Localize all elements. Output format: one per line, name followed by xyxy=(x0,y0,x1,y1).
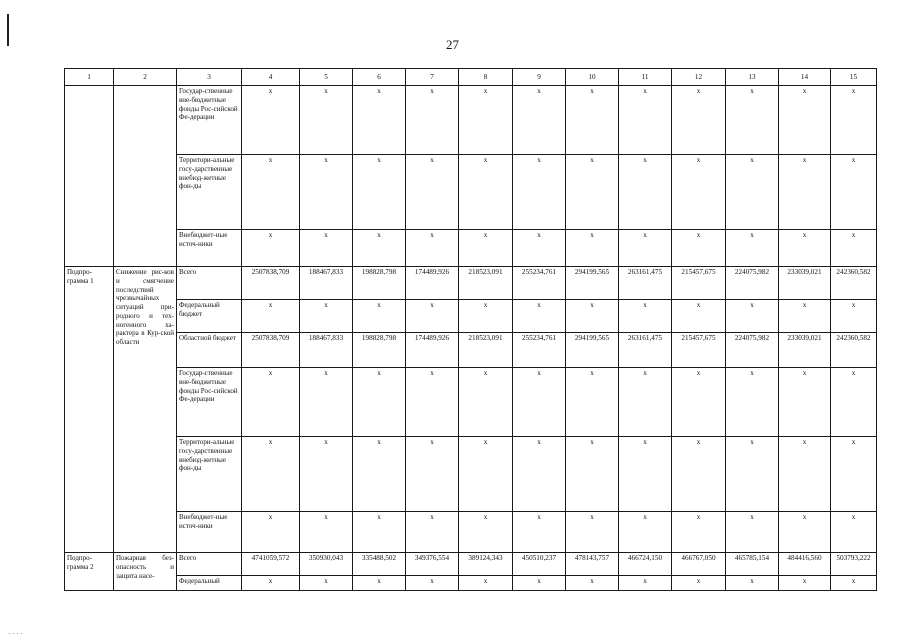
column-number-header: 6 xyxy=(353,69,406,86)
value-cell: x xyxy=(459,155,513,230)
value-cell: 465785,154 xyxy=(726,553,779,576)
value-cell: 335488,502 xyxy=(353,553,406,576)
value-cell: x xyxy=(566,576,619,591)
value-cell: x xyxy=(353,155,406,230)
value-cell: 198828,798 xyxy=(353,333,406,368)
column-number-header: 5 xyxy=(300,69,353,86)
column-number-header: 10 xyxy=(566,69,619,86)
value-cell: x xyxy=(242,576,300,591)
value-cell: x xyxy=(566,512,619,553)
value-cell: 255234,761 xyxy=(513,267,566,300)
value-cell: x xyxy=(672,300,726,333)
value-cell: x xyxy=(672,437,726,512)
value-cell: x xyxy=(566,300,619,333)
funding-source-label: Государ-ственные вне-бюджетные фонды Рос-сийской Фе-дерации xyxy=(177,368,242,437)
value-cell: x xyxy=(726,300,779,333)
value-cell: x xyxy=(242,437,300,512)
value-cell: x xyxy=(619,368,672,437)
value-cell: x xyxy=(566,368,619,437)
value-cell: 218523,091 xyxy=(459,333,513,368)
value-cell: x xyxy=(406,300,459,333)
value-cell: x xyxy=(831,300,877,333)
value-cell: 450510,237 xyxy=(513,553,566,576)
value-cell: x xyxy=(726,437,779,512)
value-cell: x xyxy=(672,230,726,267)
value-cell: x xyxy=(726,155,779,230)
value-cell: x xyxy=(353,368,406,437)
value-cell: x xyxy=(459,230,513,267)
table-row xyxy=(65,368,877,437)
value-cell: x xyxy=(779,512,831,553)
value-cell: x xyxy=(779,155,831,230)
value-cell: x xyxy=(513,230,566,267)
value-cell: x xyxy=(242,512,300,553)
value-cell: 294199,565 xyxy=(566,333,619,368)
value-cell: x xyxy=(406,576,459,591)
value-cell: 263161,475 xyxy=(619,267,672,300)
value-cell: 294199,565 xyxy=(566,267,619,300)
value-cell: 466767,050 xyxy=(672,553,726,576)
value-cell: x xyxy=(513,86,566,155)
value-cell: x xyxy=(406,86,459,155)
value-cell: x xyxy=(459,86,513,155)
value-cell: 349376,554 xyxy=(406,553,459,576)
value-cell: x xyxy=(300,86,353,155)
value-cell: x xyxy=(353,576,406,591)
value-cell: x xyxy=(513,576,566,591)
funding-source-label: Всего xyxy=(177,267,242,300)
value-cell: 242360,582 xyxy=(831,333,877,368)
empty-name-cell xyxy=(114,86,177,267)
value-cell: x xyxy=(300,437,353,512)
value-cell: 255234,761 xyxy=(513,333,566,368)
value-cell: 188467,833 xyxy=(300,267,353,300)
empty-program-cell xyxy=(65,86,114,267)
value-cell: x xyxy=(831,576,877,591)
value-cell: x xyxy=(353,437,406,512)
value-cell: 484416,560 xyxy=(779,553,831,576)
funding-source-label: Областной бюджет xyxy=(177,333,242,368)
value-cell: 478143,757 xyxy=(566,553,619,576)
value-cell: 2507838,709 xyxy=(242,267,300,300)
table-row xyxy=(65,155,877,230)
value-cell: x xyxy=(831,512,877,553)
funding-source-label: Внебюджет-ные источ-ники xyxy=(177,512,242,553)
value-cell: x xyxy=(779,437,831,512)
value-cell: x xyxy=(619,300,672,333)
table-row xyxy=(65,437,877,512)
value-cell: 466724,150 xyxy=(619,553,672,576)
value-cell: x xyxy=(406,437,459,512)
value-cell: x xyxy=(831,368,877,437)
value-cell: x xyxy=(566,230,619,267)
value-cell: x xyxy=(242,300,300,333)
value-cell: x xyxy=(459,576,513,591)
column-number-header: 2 xyxy=(114,69,177,86)
value-cell: x xyxy=(619,512,672,553)
value-cell: 389124,343 xyxy=(459,553,513,576)
value-cell: x xyxy=(300,368,353,437)
funding-source-label: Внебюджет-ные источ-ники xyxy=(177,230,242,267)
value-cell: x xyxy=(300,512,353,553)
table-row xyxy=(65,333,877,368)
value-cell: x xyxy=(300,230,353,267)
value-cell: x xyxy=(672,86,726,155)
funding-source-label: Территори-альные госу-дарственные внебюд-жетные фон-ды xyxy=(177,155,242,230)
column-number-header: 8 xyxy=(459,69,513,86)
value-cell: x xyxy=(242,86,300,155)
value-cell: x xyxy=(672,576,726,591)
value-cell: x xyxy=(513,512,566,553)
funding-source-label: Федеральный xyxy=(177,576,242,591)
value-cell: 4741059,572 xyxy=(242,553,300,576)
column-number-header: 12 xyxy=(672,69,726,86)
value-cell: x xyxy=(406,512,459,553)
value-cell: x xyxy=(300,300,353,333)
value-cell: x xyxy=(300,155,353,230)
value-cell: 350930,043 xyxy=(300,553,353,576)
value-cell: x xyxy=(779,300,831,333)
page-number: 27 xyxy=(446,37,459,52)
funding-source-label: Территори-альные госу-дарственные внебюд-жетные фон-ды xyxy=(177,437,242,512)
value-cell: x xyxy=(619,230,672,267)
value-cell: x xyxy=(513,437,566,512)
value-cell: x xyxy=(459,437,513,512)
value-cell: 263161,475 xyxy=(619,333,672,368)
value-cell: x xyxy=(779,368,831,437)
table-row xyxy=(65,267,877,300)
value-cell: x xyxy=(672,155,726,230)
column-number-header: 3 xyxy=(177,69,242,86)
corner-mark: · · · · xyxy=(8,630,23,638)
value-cell: x xyxy=(831,437,877,512)
value-cell: x xyxy=(353,300,406,333)
table-row xyxy=(65,86,877,155)
value-cell: x xyxy=(513,368,566,437)
funding-source-label: Государ-ственные вне-бюджетные фонды Рос-сийской Фе-дерации xyxy=(177,86,242,155)
value-cell: 233039,021 xyxy=(779,267,831,300)
value-cell: x xyxy=(672,512,726,553)
value-cell: x xyxy=(353,512,406,553)
funding-source-label: Всего xyxy=(177,553,242,576)
column-number-header: 9 xyxy=(513,69,566,86)
value-cell: x xyxy=(566,155,619,230)
value-cell: 224075,982 xyxy=(726,267,779,300)
column-number-header: 1 xyxy=(65,69,114,86)
value-cell: 198828,798 xyxy=(353,267,406,300)
program-label: Подпро-грамма 1 xyxy=(65,267,114,553)
value-cell: 218523,091 xyxy=(459,267,513,300)
program-name: Снижение рис-ков и смягчение последствий чрезвычайных ситуаций при-родного и тех-ногенного ха-рактера в Кур-ской области xyxy=(114,267,177,553)
table-row xyxy=(65,230,877,267)
value-cell: x xyxy=(242,368,300,437)
value-cell: x xyxy=(779,576,831,591)
value-cell: x xyxy=(566,437,619,512)
value-cell: x xyxy=(242,230,300,267)
value-cell: x xyxy=(513,155,566,230)
value-cell: 188467,833 xyxy=(300,333,353,368)
value-cell: 215457,675 xyxy=(672,267,726,300)
table-row xyxy=(65,300,877,333)
value-cell: 2507838,709 xyxy=(242,333,300,368)
value-cell: x xyxy=(406,368,459,437)
funding-source-label: Федеральный бюджет xyxy=(177,300,242,333)
column-number-header: 14 xyxy=(779,69,831,86)
value-cell: x xyxy=(619,155,672,230)
value-cell: x xyxy=(566,86,619,155)
column-number-header: 7 xyxy=(406,69,459,86)
column-number-header: 13 xyxy=(726,69,779,86)
value-cell: x xyxy=(619,86,672,155)
value-cell: x xyxy=(831,230,877,267)
value-cell: 215457,675 xyxy=(672,333,726,368)
value-cell: x xyxy=(406,230,459,267)
table-row xyxy=(65,553,877,576)
value-cell: x xyxy=(779,230,831,267)
value-cell: x xyxy=(513,300,566,333)
value-cell: x xyxy=(459,512,513,553)
value-cell: 224075,982 xyxy=(726,333,779,368)
program-name: Пожарная без-опасность и защита насе- xyxy=(114,553,177,591)
column-number-header: 11 xyxy=(619,69,672,86)
value-cell: x xyxy=(831,155,877,230)
value-cell: x xyxy=(726,368,779,437)
value-cell: 174489,926 xyxy=(406,333,459,368)
value-cell: x xyxy=(406,155,459,230)
value-cell: x xyxy=(353,86,406,155)
value-cell: x xyxy=(726,86,779,155)
table-row xyxy=(65,576,877,591)
value-cell: x xyxy=(726,230,779,267)
budget-table xyxy=(64,68,877,591)
table-row xyxy=(65,512,877,553)
value-cell: x xyxy=(726,576,779,591)
value-cell: x xyxy=(779,86,831,155)
table-body xyxy=(65,86,877,591)
value-cell: 242360,582 xyxy=(831,267,877,300)
value-cell: 503793,222 xyxy=(831,553,877,576)
value-cell: x xyxy=(672,368,726,437)
column-number-header: 15 xyxy=(831,69,877,86)
value-cell: x xyxy=(242,155,300,230)
value-cell: x xyxy=(300,576,353,591)
program-label: Подпро-грамма 2 xyxy=(65,553,114,591)
value-cell: x xyxy=(726,512,779,553)
value-cell: 233039,021 xyxy=(779,333,831,368)
value-cell: x xyxy=(831,86,877,155)
value-cell: x xyxy=(459,368,513,437)
column-number-row xyxy=(65,69,877,86)
value-cell: 174489,926 xyxy=(406,267,459,300)
column-number-header: 4 xyxy=(242,69,300,86)
value-cell: x xyxy=(353,230,406,267)
value-cell: x xyxy=(619,437,672,512)
value-cell: x xyxy=(619,576,672,591)
value-cell: x xyxy=(459,300,513,333)
